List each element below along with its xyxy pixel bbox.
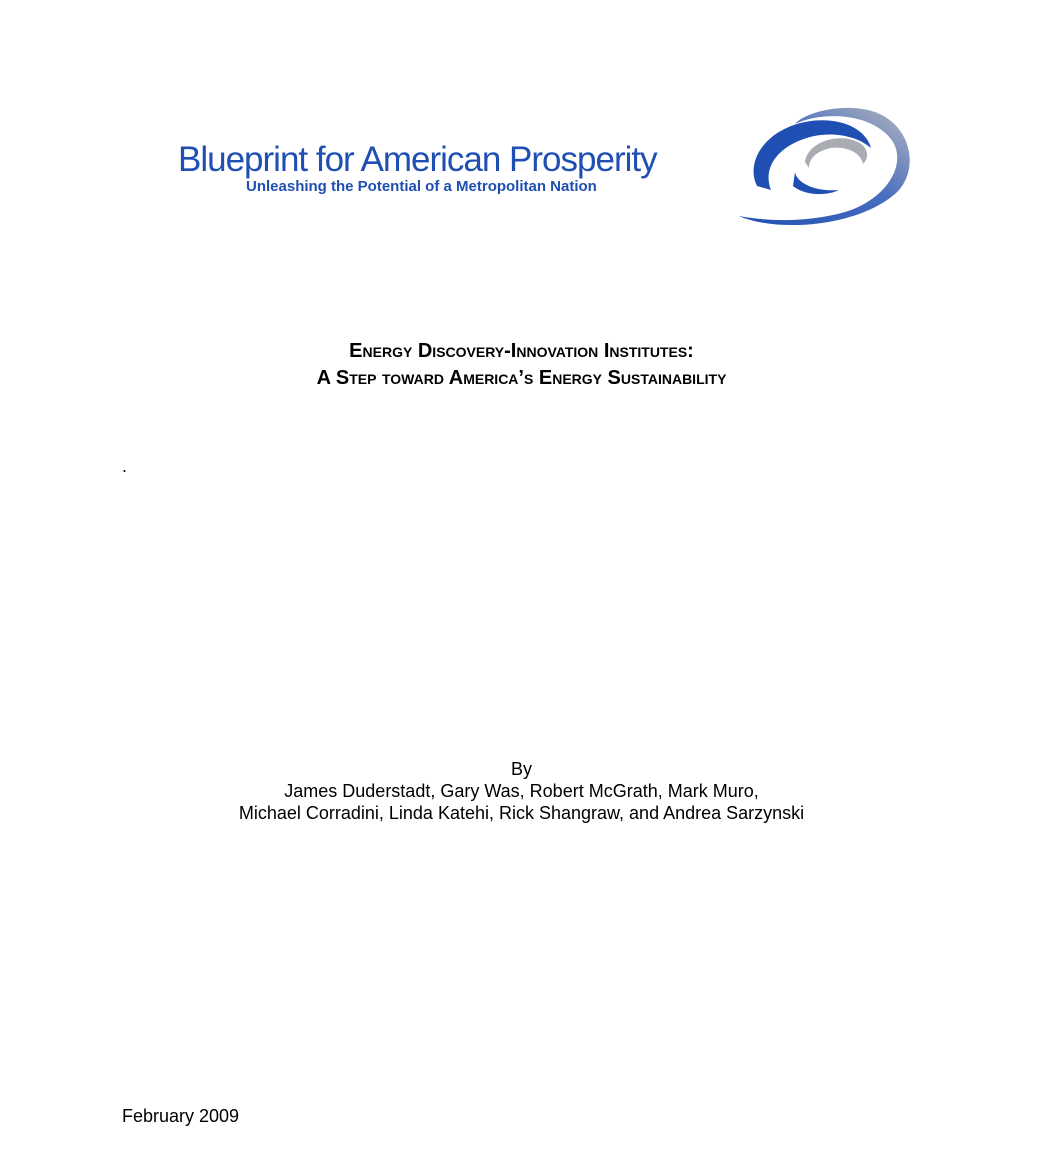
stray-mark: . [122,456,128,476]
byline-label: By [510,759,532,779]
document-title-line-1: Energy Discovery-Innovation Institutes: [349,340,694,362]
swirl-logo-icon [735,104,915,229]
document-title-line-2: A Step toward America’s Energy Sustainability [316,367,727,389]
publication-date: February 2009 [122,1106,240,1126]
authors-line-1: James Duderstadt, Gary Was, Robert McGrath, Mark Muro, [284,781,759,801]
logo-tagline: Unleashing the Potential of a Metropolitan Nation [246,178,597,195]
authors-line-2: Michael Corradini, Linda Katehi, Rick Shangraw, and Andrea Sarzynski [238,803,805,823]
logo-title: Blueprint for American Prosperity [178,140,657,179]
